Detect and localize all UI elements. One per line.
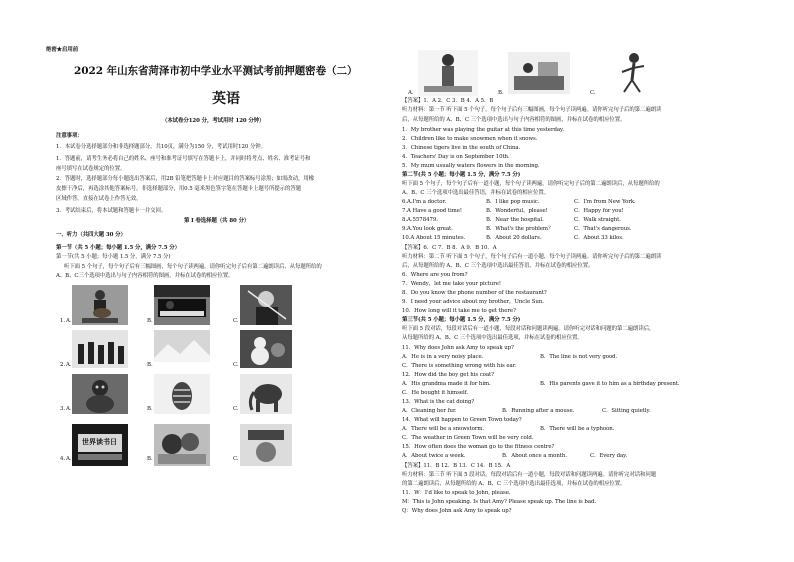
material-1: 后，从每题所给的 A、B、C 三个选项中选出与句子内容相符的图画，并标在试卷的相应位置。 <box>402 117 626 123</box>
answer-key-2: 【答案】6．C 7．B 8．A 9．B 10．A <box>402 245 497 251</box>
sec2-instruction: A、B、C 三个选项中选出最佳答语，并标在试卷的相应位置。 <box>402 190 550 196</box>
sec1-instruction: A、B、C三个选项中选出与句子内容相符的图画，并标在试卷的相应位置。 <box>56 273 234 279</box>
guitar-player-image <box>72 285 128 325</box>
crowd-image <box>72 330 128 368</box>
q3-option-c: C．Every day. <box>590 453 628 459</box>
dialog-line: M：This is John speaking. Is that Amy? Please speak up. The line is bad. <box>402 499 597 505</box>
option-label: A. <box>66 456 72 462</box>
material-3: 的第二遍朗读后，从每题所给的 A、B、C 三个选项中选出最佳选项，并标在试卷的相应位置。 <box>402 481 626 487</box>
answer-key-1: 【答案】1．A 2．C 3．B 4．A 5．B <box>402 98 494 104</box>
q2-option-c: C．Walk straight. <box>574 217 621 223</box>
option-label: B. <box>147 456 153 462</box>
sec1-title-b: 第一节(共 5 小题；每小题 1.5 分，满分 7.5 分) <box>56 254 171 260</box>
question: 15．How often does the woman go to the fitness centre? <box>402 444 555 450</box>
notice-line: 区域作答。直接在试卷上作答无效。 <box>56 196 142 202</box>
option-label: B. <box>147 406 153 412</box>
q2-option-a: 9.A.You look great. <box>402 226 453 232</box>
q3-option-c: C．He bought it himself. <box>402 390 469 396</box>
logo-text: 世界读书日 <box>82 437 117 446</box>
option-label: A. <box>66 406 72 412</box>
option-label: C. <box>233 318 239 324</box>
question: 13．What is the cat doing? <box>402 399 475 405</box>
q3-option-c: C．The weather in Green Town will be very cold. <box>402 435 534 441</box>
sentence: 1．My brother was playing the guitar at this time yesterday. <box>402 127 564 133</box>
subject-title: 英语 <box>212 91 240 107</box>
q2-option-b: B．Near the hospital. <box>486 217 544 223</box>
score-note: （本试卷分120 分，考试用时 120 分钟） <box>162 118 265 124</box>
exam-title: 2022 年山东省菏泽市初中学业水平测试考前押题密卷（二） <box>74 65 358 77</box>
question: 11．Why does John ask Amy to speak up? <box>402 345 514 351</box>
question: 12．How did the boy get his coat? <box>402 372 494 378</box>
material-2: 听力材料：第二节 听下面 5 个句子，每个句子后有一道小题，每个句子读两遍。请你听完句子后的第二遍朗读 <box>402 254 662 260</box>
notice-line: 1．答题前，请考生务必将自己的姓名、座号和准考证号填写在答题卡上，并同时将考点、姓名、准考证号和 <box>56 156 311 162</box>
option-label: A. <box>66 318 72 324</box>
notice-line: 皮擦干净后，再选涂其他答案标号。非选择题部分，用0.5 毫米黑色签字笔在答题卡上题号所提示的答题 <box>56 186 302 192</box>
q3-option-c: C．Sitting quietly. <box>602 408 651 414</box>
dialog-line: 11．W：I'd like to speak to John, please. <box>402 490 511 496</box>
q2-option-c: C．That's dangerous. <box>574 226 632 232</box>
notice-line: 1．本试卷分选择题部分和非选择题部分，共10页，满分为150 分，考试用时120 分钟。 <box>56 144 266 150</box>
section-title: 第 I 卷选择题（共 80 分） <box>184 218 250 224</box>
sentence: 7．Wendy，let me take your picture! <box>402 281 501 287</box>
material-1: 听力材料：第一节 听下面 5 个句子，每个句子后有三幅图画，每个句子读两遍。请你听完句子后的第二遍朗读 <box>402 107 662 113</box>
option-label: C. <box>590 90 596 96</box>
q2-option-b: B．About 20 dollars. <box>486 235 542 241</box>
q3-option-a: A．There will be a snowstorm. <box>402 426 485 432</box>
material-3: 听力材料：第三节 听下面 5 段对话，每段对话后有一道小题，每段对话和问题读两遍。请你听完对话和问题 <box>402 472 657 478</box>
monkey-image <box>72 374 128 414</box>
option-label: B. <box>147 362 153 368</box>
question-number: 1. <box>60 318 66 324</box>
notice-heading: 注意事项： <box>56 133 83 139</box>
q2-option-a: 7.A Have a good time! <box>402 208 462 214</box>
sentence: 4．Teachers' Day is on September 10th. <box>402 154 510 160</box>
q3-option-b: B．The line is not very good. <box>540 354 618 360</box>
q2-option-c: C．About 33 kilos. <box>574 235 624 241</box>
reading-day-logo <box>72 424 128 466</box>
option-label: C. <box>233 456 239 462</box>
snow-scene-image <box>154 330 210 368</box>
sentence: 9．I need your advice about my brother，Uncle Sun. <box>402 299 544 305</box>
festival-image <box>154 424 210 466</box>
tiger-image <box>154 374 210 414</box>
option-label: C. <box>233 406 239 412</box>
sec2-title: 第二节(共 5 小题；每小题 1.5 分，满分 7.5 分) <box>402 172 521 178</box>
sentence: 10．How long will it take me to get there? <box>402 308 516 314</box>
dialog-line: Q：Why does John ask Amy to speak up? <box>402 508 512 514</box>
option-label: B. <box>147 318 153 324</box>
elephant-image <box>240 374 292 414</box>
running-girl-image <box>612 50 652 96</box>
q3-option-b: B．About once a month. <box>502 453 567 459</box>
piano-image <box>154 285 210 325</box>
q2-option-b: B．What's the problem？ <box>486 226 554 232</box>
notice-line: 座号填写在试卷规定的位置。 <box>56 166 126 172</box>
q2-option-b: B．Wonderful，please! <box>486 208 548 214</box>
q3-option-a: A．His grandma made it for him. <box>402 381 491 387</box>
q3-option-c: C．There is something wrong with his ear. <box>402 363 517 369</box>
question-number: 2. <box>60 362 66 368</box>
woman-reading-image <box>418 50 478 96</box>
q3-option-a: A．Cleaning her fur. <box>402 408 457 414</box>
question: 14．What will happen to Green Town today? <box>402 417 522 423</box>
sentence: 6．Where are you from? <box>402 272 468 278</box>
option-label: A. <box>408 90 414 96</box>
q3-option-b: B．His parents gave it to him as a birthday present. <box>540 381 680 387</box>
q2-option-c: C．I'm from New York. <box>574 199 636 205</box>
q2-option-a: 10.A About 15 minutes. <box>402 235 466 241</box>
notice-line: 2．答题时，选择题部分每小题选出答案后，用2B 铅笔把答题卡上对应题目的答案标号涂黑；如需改动，用橡 <box>56 176 315 182</box>
q3-option-b: B．There will be a typhoon. <box>540 426 615 432</box>
question-number: 3. <box>60 406 66 412</box>
answer-key-3: 【答案】11．B 12．B 13．C 14．B 15．A <box>402 463 511 469</box>
sec1-instruction: 听下面 5 个句子，每个句子后有三幅图画，每个句子读两遍。请你听完句子后有第二遍朗读后，从每题所给的 <box>64 264 322 270</box>
snowman-image <box>240 330 292 368</box>
material-2: 后，从每题所给的 A、B、C 三个选项中选出最佳答语，并标在试卷的相应位置。 <box>402 263 594 269</box>
q2-option-a: 8.A.5578479. <box>402 217 438 223</box>
q2-option-b: B．I like pop music. <box>486 199 540 205</box>
question-number: 4. <box>60 456 66 462</box>
sentence: 3．Chinese tigers live in the south of China. <box>402 145 521 151</box>
sec1-title: 第一节（共 5 小题；每小题 1.5 分，满分 7.5 分） <box>56 245 180 251</box>
teachers-day-image <box>240 424 292 466</box>
q2-option-a: 6.A.I'm a doctor. <box>402 199 447 205</box>
option-label: B. <box>498 90 504 96</box>
notice-line: 3．考试结束后，将本试题和答题卡一并交回。 <box>56 208 167 214</box>
q2-option-c: C．Happy for you! <box>574 208 624 214</box>
sentence: 2．Children like to make snowmen when it snows. <box>402 136 538 142</box>
sec2-instruction: 听下面 5 个句子，每个句子后有一道小题，每个句子读两遍。请你听完句子后的第二遍朗读后，从每题所给的 <box>402 181 660 187</box>
sec3-title: 第三节(共 5 小题；每小题 1.5 分，满分 7.5 分) <box>402 317 521 323</box>
option-label: A. <box>66 362 72 368</box>
part-title: 一、听力（共四大题 30 分） <box>56 232 126 238</box>
sec3-instruction: 听下面 5 段对话，每段对话后有一道小题，每段对话和问题读两遍。请你听完对话和问题的第二遍朗读后， <box>402 326 655 332</box>
secret-mark: 绝密★启用前 <box>46 47 79 53</box>
sentence: 8．Do you know the phone number of the restaurant? <box>402 290 547 296</box>
option-label: C. <box>233 362 239 368</box>
q3-option-b: B．Running after a mouse. <box>502 408 575 414</box>
watering-image <box>508 52 570 94</box>
q3-option-a: A．He is in a very noisy place. <box>402 354 484 360</box>
q3-option-a: A．About twice a week. <box>402 453 466 459</box>
sec3-instruction: 从每题所给的 A、B、C 三个选项中选出最佳选项，并标在试卷的相应位置。 <box>402 335 583 341</box>
violin-image <box>240 285 292 325</box>
sentence: 5．My mum usually waters flowers in the morning. <box>402 163 540 169</box>
